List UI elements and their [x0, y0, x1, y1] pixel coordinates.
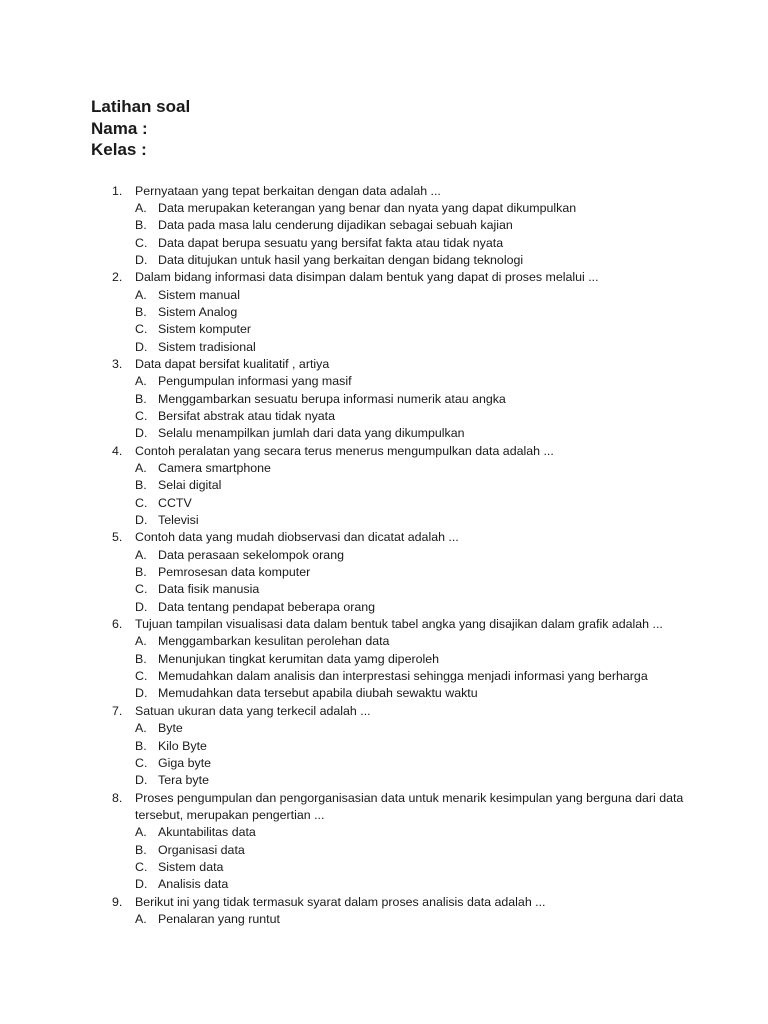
question-text: Dalam bidang informasi data disimpan dalam bentuk yang dapat di proses melalui ...	[135, 270, 599, 285]
option-label: D.	[135, 426, 148, 441]
option-label: D.	[135, 686, 148, 701]
answer-option	[135, 859, 768, 876]
answer-option	[135, 633, 768, 650]
answer-option	[135, 720, 768, 737]
option-label: D.	[135, 252, 148, 267]
answer-option-row	[91, 373, 768, 390]
option-text: Data tentang pendapat beberapa orang	[158, 599, 376, 614]
answer-option-row	[91, 911, 768, 928]
option-label: D.	[135, 877, 148, 892]
question-text: Contoh data yang mudah diobservasi dan dicatat adalah ...	[135, 530, 459, 545]
answer-option	[135, 304, 768, 321]
answer-option	[135, 911, 768, 928]
answer-option	[135, 200, 768, 217]
option-label: C.	[135, 755, 148, 770]
option-text: Sistem manual	[158, 287, 240, 302]
option-text: Menunjukan tingkat kerumitan data yamg diperoleh	[158, 651, 440, 666]
option-text: Selai digital	[158, 478, 222, 493]
option-text: Data fisik manusia	[158, 582, 260, 597]
question-item	[91, 703, 768, 720]
answer-option	[135, 339, 768, 356]
class-label: Kelas :	[91, 140, 147, 159]
answer-option-row	[91, 755, 768, 772]
answer-option-row	[91, 668, 768, 685]
answer-option	[135, 425, 768, 442]
answer-option	[135, 217, 768, 234]
option-label: A.	[135, 374, 147, 389]
answer-option	[135, 668, 768, 685]
answer-option	[135, 755, 768, 772]
answer-option-row	[91, 477, 768, 494]
question-number: 3.	[112, 356, 123, 371]
answer-option-row	[91, 859, 768, 876]
answer-option-row	[91, 460, 768, 477]
option-label: C.	[135, 495, 148, 510]
question-item	[91, 894, 768, 911]
answer-option-row	[91, 512, 768, 529]
answer-option-row	[91, 425, 768, 442]
question-number: 5.	[112, 530, 123, 545]
option-text: Data merupakan keterangan yang benar dan nyata yang dapat dikumpulkan	[158, 200, 577, 215]
answer-option-row	[91, 720, 768, 737]
answer-option-row	[91, 304, 768, 321]
option-text: Selalu menampilkan jumlah dari data yang dikumpulkan	[158, 426, 465, 441]
option-label: C.	[135, 859, 148, 874]
answer-option	[135, 651, 768, 668]
question-text: Proses pengumpulan dan pengorganisasian data untuk menarik kesimpulan yang berguna dari data tersebut, merupakan pengertian ...	[135, 790, 684, 822]
option-label: A.	[135, 911, 147, 926]
answer-option-row	[91, 217, 768, 234]
question-number: 1.	[112, 183, 123, 198]
answer-option	[135, 252, 768, 269]
option-text: Sistem data	[158, 859, 224, 874]
option-label: A.	[135, 825, 147, 840]
option-label: B.	[135, 565, 147, 580]
answer-option-row	[91, 599, 768, 616]
option-label: A.	[135, 461, 147, 475]
option-text: Giga byte	[158, 755, 212, 770]
answer-option	[135, 373, 768, 390]
question-text: Contoh peralatan yang secara terus menerus mengumpulkan data adalah ...	[135, 443, 554, 458]
answer-option-row	[91, 581, 768, 598]
option-text: Data ditujukan untuk hasil yang berkaitan dengan bidang teknologi	[158, 252, 524, 267]
option-text: Memudahkan data tersebut apabila diubah sewaktu waktu	[158, 686, 478, 701]
question-text: Tujuan tampilan visualisasi data dalam bentuk tabel angka yang disajikan dalam grafik adalah ...	[135, 617, 663, 632]
option-text: Sistem Analog	[158, 304, 238, 319]
option-text: Kilo Byte	[158, 738, 207, 753]
answer-option	[135, 876, 768, 893]
option-text: Camera smartphone	[158, 461, 271, 475]
answer-option-row	[91, 685, 768, 702]
answer-option	[135, 842, 768, 859]
option-label: A.	[135, 634, 147, 649]
option-text: CCTV	[158, 495, 192, 510]
answer-option	[135, 599, 768, 616]
option-label: D.	[135, 513, 148, 528]
question-item	[91, 616, 768, 633]
question-list	[91, 183, 768, 929]
question-text: Satuan ukuran data yang terkecil adalah ...	[135, 703, 371, 718]
question-text: Pernyataan yang tepat berkaitan dengan data adalah ...	[135, 183, 441, 198]
answer-option-row	[91, 235, 768, 252]
option-text: Analisis data	[158, 877, 229, 892]
answer-option	[135, 512, 768, 529]
answer-option	[135, 564, 768, 581]
answer-option-row	[91, 842, 768, 859]
option-label: D.	[135, 773, 148, 788]
answer-option-row	[91, 633, 768, 650]
question-number: 9.	[112, 894, 123, 909]
option-label: B.	[135, 738, 147, 753]
option-label: A.	[135, 721, 147, 736]
option-label: D.	[135, 599, 148, 614]
question-item	[91, 790, 768, 825]
option-text: Pengumpulan informasi yang masif	[158, 374, 352, 389]
answer-option-row	[91, 391, 768, 408]
answer-option	[135, 477, 768, 494]
option-label: A.	[135, 547, 147, 562]
answer-option	[135, 824, 768, 841]
answer-option-row	[91, 408, 768, 425]
question-item	[91, 183, 768, 200]
option-label: B.	[135, 391, 147, 406]
question-item	[91, 443, 768, 460]
answer-option-row	[91, 495, 768, 512]
answer-option-row	[91, 200, 768, 217]
option-label: C.	[135, 322, 148, 337]
option-label: B.	[135, 478, 147, 493]
answer-option	[135, 460, 768, 477]
question-item	[91, 356, 768, 373]
option-text: Televisi	[158, 513, 199, 528]
answer-option-row	[91, 824, 768, 841]
option-text: Bersifat abstrak atau tidak nyata	[158, 408, 336, 423]
answer-option	[135, 547, 768, 564]
answer-option	[135, 408, 768, 425]
answer-option	[135, 685, 768, 702]
option-text: Organisasi data	[158, 842, 245, 857]
question-item	[91, 529, 768, 546]
question-number: 8.	[112, 790, 123, 805]
answer-option-row	[91, 738, 768, 755]
option-label: D.	[135, 339, 148, 354]
option-label: A.	[135, 200, 147, 215]
option-text: Menggambarkan sesuatu berupa informasi numerik atau angka	[158, 391, 506, 406]
answer-option	[135, 738, 768, 755]
option-text: Data perasaan sekelompok orang	[158, 547, 344, 562]
option-text: Sistem komputer	[158, 322, 251, 337]
option-label: B.	[135, 651, 147, 666]
option-text: Byte	[158, 721, 183, 736]
option-text: Pemrosesan data komputer	[158, 565, 311, 580]
option-label: A.	[135, 287, 147, 302]
option-label: C.	[135, 235, 148, 250]
document-title: Latihan soal	[91, 97, 191, 116]
question-text: Berikut ini yang tidak termasuk syarat dalam proses analisis data adalah ...	[135, 894, 546, 909]
question-number: 2.	[112, 270, 123, 285]
option-text: Data pada masa lalu cenderung dijadikan sebagai sebuah kajian	[158, 218, 513, 233]
answer-option-row	[91, 252, 768, 269]
question-text: Data dapat bersifat kualitatif , artiya	[135, 356, 330, 371]
answer-option	[135, 495, 768, 512]
answer-option	[135, 581, 768, 598]
answer-option-row	[91, 321, 768, 338]
question-item	[91, 269, 768, 286]
option-text: Penalaran yang runtut	[158, 911, 280, 926]
option-text: Menggambarkan kesulitan perolehan data	[158, 634, 390, 649]
option-label: C.	[135, 669, 148, 684]
option-label: B.	[135, 842, 147, 857]
option-label: B.	[135, 218, 147, 233]
answer-option-row	[91, 564, 768, 581]
answer-option-row	[91, 876, 768, 893]
option-text: Data dapat berupa sesuatu yang bersifat fakta atau tidak nyata	[158, 235, 504, 250]
option-text: Sistem tradisional	[158, 339, 256, 354]
answer-option-row	[91, 547, 768, 564]
option-text: Tera byte	[158, 773, 209, 788]
option-label: B.	[135, 304, 147, 319]
answer-option-row	[91, 651, 768, 668]
question-number: 4.	[112, 443, 123, 458]
answer-option	[135, 235, 768, 252]
name-label: Nama :	[91, 118, 148, 138]
question-number: 7.	[112, 703, 123, 718]
answer-option	[135, 391, 768, 408]
answer-option-row	[91, 287, 768, 304]
option-label: C.	[135, 582, 148, 597]
option-label: C.	[135, 408, 148, 423]
answer-option	[135, 321, 768, 338]
option-text: Memudahkan dalam analisis dan interprestasi sehingga menjadi informasi yang berharga	[158, 669, 648, 684]
answer-option-row	[91, 339, 768, 356]
option-text: Akuntabilitas data	[158, 825, 256, 840]
question-number: 6.	[112, 617, 123, 632]
answer-option	[135, 772, 768, 789]
answer-option	[135, 287, 768, 304]
answer-option-row	[91, 772, 768, 789]
